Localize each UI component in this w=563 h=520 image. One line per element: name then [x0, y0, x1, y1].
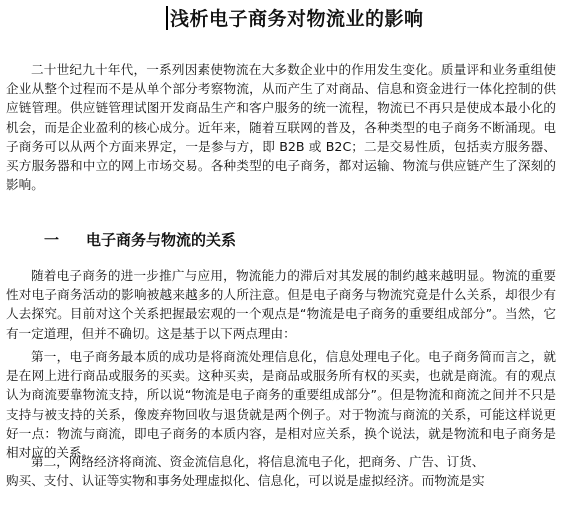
intro-paragraph: 二十世纪九十年代，一系列因素使物流在大多数企业中的作用发生变化。质量评和业务重组使企业从整个过程而不是从单个部分考察物流，从而产生了对商品、信息和资金进行一体化控制的供应链管理。供应链管理试图开发商品生产和客户服务的统一流程，物流已不再只是使成本最小化的机会，而是企业盈利的核心成分。近年来，随着互联网的普及，各种类型的电子商务不断涌现。电子商务可以从两个方面来界定，一是参与方，即 B2B 或 B2C；二是交易性质，包括卖方服务器、买方服务器和中立的网上市场交易。各种类型的电子商务，都对运输、物流与供应链产生了深刻的影响。: [6, 62, 556, 193]
body-paragraph: 随着电子商务的进一步推广与应用，物流能力的滞后对其发展的制约越来越明显。物流的重要性对电子商务活动的影响被越来越多的人所注意。但是电子商务与物流究竟是什么关系，却很少有人去探究。目前对这个关系把握最宏观的一个观点是“物流是电子商务的重要组成部分”。当然，它有一定道理，但并不确切。这是基于以下两点理由：: [6, 268, 556, 341]
section-number: 一: [44, 231, 60, 249]
body-paragraph: 第二，网络经济将商流、资金流信息化，将信息流电子化，把商务、广告、订货、: [31, 454, 485, 469]
text-cursor: [166, 6, 168, 30]
section-heading: [44, 229, 236, 250]
document-title: 浅析电子商务对物流业的影响: [170, 8, 424, 30]
body-paragraph: 第一，电子商务最本质的成功是将商流处理信息化，信息处理电子化。电子商务简而言之，就是在网上进行商品或服务的买卖。这种买卖，是商品或服务所有权的买卖，也就是商流。有的观点认为商流要靠物流支持，所以说“物流是电子商务的重要组成部分”。但是物流和商流之间并不只是支持与被支持的关系，像废弃物回收与退货就是两个例子。对于物流与商流的关系，可能这样说更好一点：物流与商流，即电子商务的本质内容，是相对应关系，换个说法，就是物流和电子商务是相对应的关系。: [6, 349, 556, 461]
body-paragraph-continuation: 购买、支付、认证等实物和事务处理虚拟化、信息化，可以说是虚拟经济。而物流是实: [6, 473, 485, 488]
section-title: 电子商务与物流的关系: [86, 231, 237, 249]
